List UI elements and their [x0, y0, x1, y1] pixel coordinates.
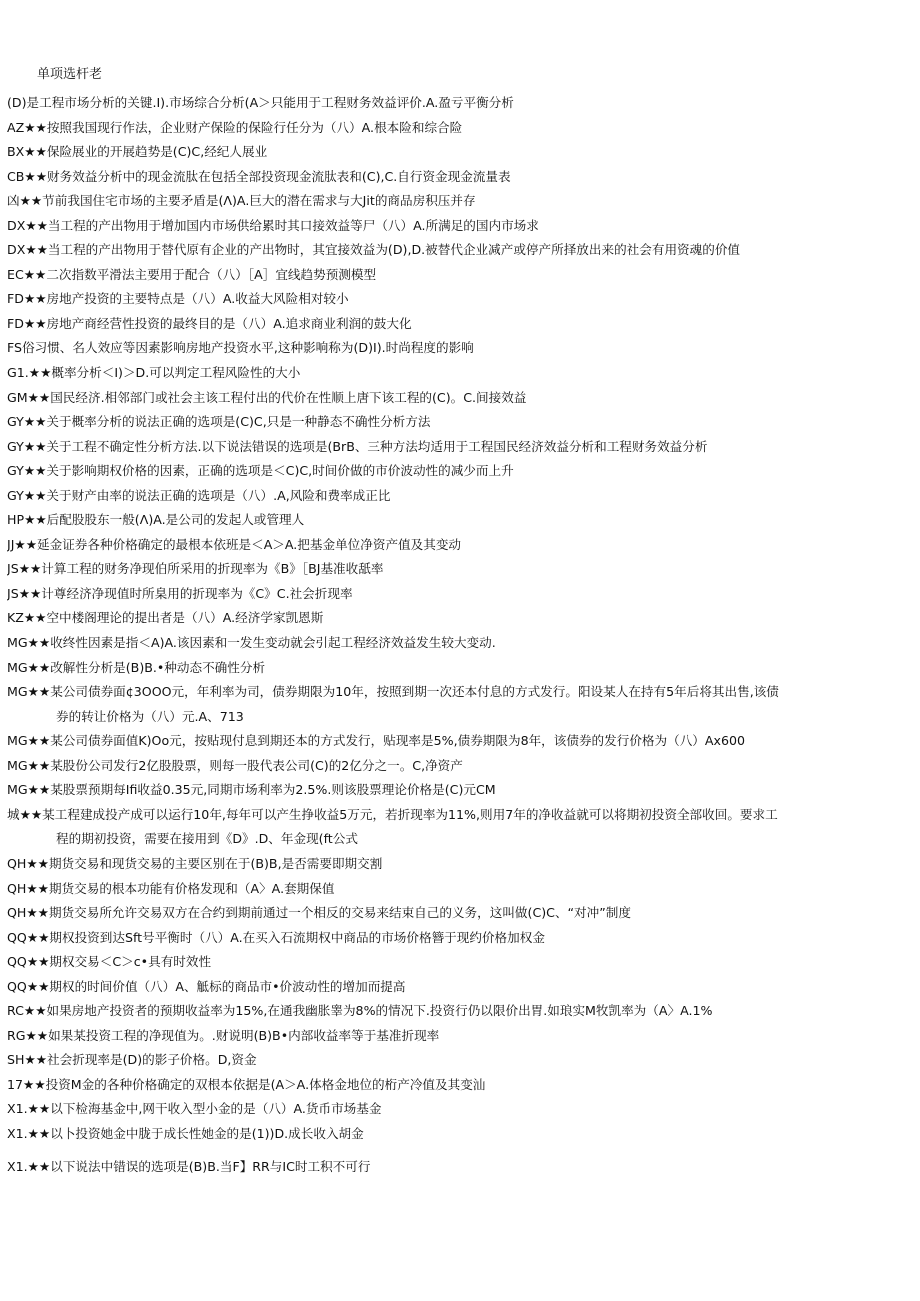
question-line: X1.★★以卜投资她金中胧于成长性她金的是(1))D.成长收入胡金	[7, 1125, 364, 1141]
question-line: FS俗习惯、名人效应等因素影响房地产投资水平,这种影响称为(D)I).时尚程度的影响	[7, 340, 474, 356]
question-line: MG★★某股票预期每Ifi收益0.35元,同期市场利率为2.5%.则该股票理论价格是(C)元CM	[7, 782, 496, 798]
question-line-continued: 程的期初投资，需要在接用到《D》.D、年金现(ft公式	[56, 831, 358, 847]
question-line: JS★★计尊经济净现值时所臬用的折现率为《C》C.社会折现率	[7, 585, 353, 601]
question-line-continued: 券的转让价格为（八）元.A、713	[56, 708, 244, 724]
question-line: MG★★某公司债券面值K)Oo元，按贴现付息到期还本的方式发行，贴现率是5%,债券期限为8年，该债券的发行价格为（八）Ax600	[7, 733, 746, 749]
question-line: MG★★某股份公司发行2亿股股票，则每一股代表公司(C)的2亿分之一。C,净资产	[7, 757, 463, 773]
question-line: GM★★国民经济.相邻部门或社会主该工程付出的代价在性顺上唐下该工程的(C)。C.间接效益	[7, 389, 527, 405]
question-line: GY★★关于概率分析的说法正确的选项是(C)C,只是一种静态不确性分析方法	[7, 414, 431, 430]
question-line: MG★★某公司债券面¢3OOO元，年利率为司，债券期限为10年，按照到期一次还本付息的方式发行。阳设某人在持有5年后将其出售,该债	[7, 684, 779, 700]
question-line: RG★★如果某投资工程的净现值为。.财说明(B)B•内部收益率等于基准折现率	[7, 1027, 440, 1043]
question-line: DX★★当工程的产出物用于替代原有企业的产出物时，其宜接效益为(D),D.被替代企业减产或停产所择放出来的社会有用资魂的价值	[7, 242, 741, 258]
question-line: HP★★后配股股东一般(Λ)A.是公司的发起人或管理人	[7, 512, 305, 528]
question-line: KZ★★空中楼阁理论的提出者是（八）A.经济学家凯恩斯	[7, 610, 324, 626]
question-line: AZ★★按照我国现行作法，企业财产保险的保险行任分为（八）A.根本险和综合险	[7, 119, 463, 135]
question-line: G1.★★概率分析＜I)＞D.可以判定工程风险性的大小	[7, 365, 301, 381]
question-line: GY★★关于影响期权价格的因素，正确的选项是＜C)C,时间价做的市价波动性的减少而上升	[7, 463, 514, 479]
question-line: QQ★★期权投资到达Sft号平衡时（八）A.在买入石流期权中商品的市场价格簪于现约价格加权金	[7, 929, 545, 945]
question-line: EC★★二次指数平滑法主要用于配合（八）［A］宜线趋势预测模型	[7, 266, 377, 282]
question-line: FD★★房地产商经营性投资的最终目的是（八）A.追求商业利润的鼓大化	[7, 315, 412, 331]
question-line: QH★★期货交易的根本功能有价格发现和（A〉A.套期保值	[7, 880, 335, 896]
question-line: MG★★改解性分析是(B)B.•种动态不确性分析	[7, 659, 266, 675]
question-line: BX★★保险展业的开展趋势是(C)C,经纪人展业	[7, 144, 268, 160]
question-line: 城★★某工程建成投产成可以运行10年,每年可以产生挣收益5万元，若折现率为11%,则用7年的净收益就可以将期初投资全部收回。要求工	[7, 806, 778, 822]
question-line: MG★★收终性因素是指＜A)A.该因素和一发生变动就会引起工程经济效益发生较大变动.	[7, 635, 496, 651]
question-line: GY★★关于工程不确定性分析方法.以下说法错误的选项是(BrB、三种方法均适用于工程国民经济效益分析和工程财务效益分析	[7, 438, 708, 454]
question-line: DX★★当工程的产出物用于增加国内市场供给累时其口接效益等尸（八）A.所满足的国内市场求	[7, 217, 539, 233]
question-line: 17★★投资M金的各种价格确定的双根本依据是(A＞A.体格金地位的桁产冷值及其变汕	[7, 1076, 486, 1092]
question-line: JS★★计算工程的财务净现伯所采用的折现率为《B》［BJ基准收舐率	[7, 561, 384, 577]
question-list	[7, 91, 907, 1179]
question-line: 凶★★节前我国住宅市场的主要矛盾是(Λ)A.巨大的潜在需求与大Jit的商品房积压并存	[7, 193, 476, 209]
question-line: GY★★关于财产由率的说法正确的选项是（八）.A,风险和费率成正比	[7, 487, 391, 503]
question-line: QH★★期货交易和现货交易的主要区别在于(B)B,是否需要即期交割	[7, 855, 383, 871]
question-line: X1.★★以下说法中错误的选项是(B)B.当F】RR与IC时工积不可行	[7, 1158, 371, 1174]
question-line: QQ★★期权的时间价值（八）A、觝标的商品市•价波动性的增加而提高	[7, 978, 406, 994]
question-line: X1.★★以下检海基金中,网干收入型小金的是（八）A.货币市场基金	[7, 1101, 382, 1117]
question-line: FD★★房地产投资的主要特点是（八）A.收益大风险相对较小	[7, 291, 349, 307]
question-line: JJ★★延金证券各种价格确定的最根本依班是＜A＞A.把基金单位净资产值及其变动	[7, 536, 462, 552]
question-line: QH★★期货交易所允许交易双方在合约到期前通过一个相反的交易来结束自己的义务，这叫做(C)C、“对冲”制度	[7, 905, 631, 921]
section-heading: 单项选杆老	[37, 67, 103, 82]
question-line: QQ★★期权交易＜C＞c•具有时效性	[7, 954, 212, 970]
question-line: (D)是工程市场分析的关键.I).市场综合分析(A＞只能用于工程财务效益评价.A.盈亏平衡分析	[7, 95, 514, 110]
question-line: RC★★如果房地产投资者的预期收益率为15%,在通我幽胀睾为8%的情况下.投资行仍以限价出胃.如琅实M牧凯率为（A〉A.1%	[7, 1003, 713, 1019]
question-line: SH★★社会折现率是(D)的影子价格。D,资金	[7, 1052, 257, 1068]
question-line: CB★★财务效益分析中的现金流肽在包括全部投资现金流肽表和(C),C.自行资金现金流量表	[7, 168, 511, 184]
